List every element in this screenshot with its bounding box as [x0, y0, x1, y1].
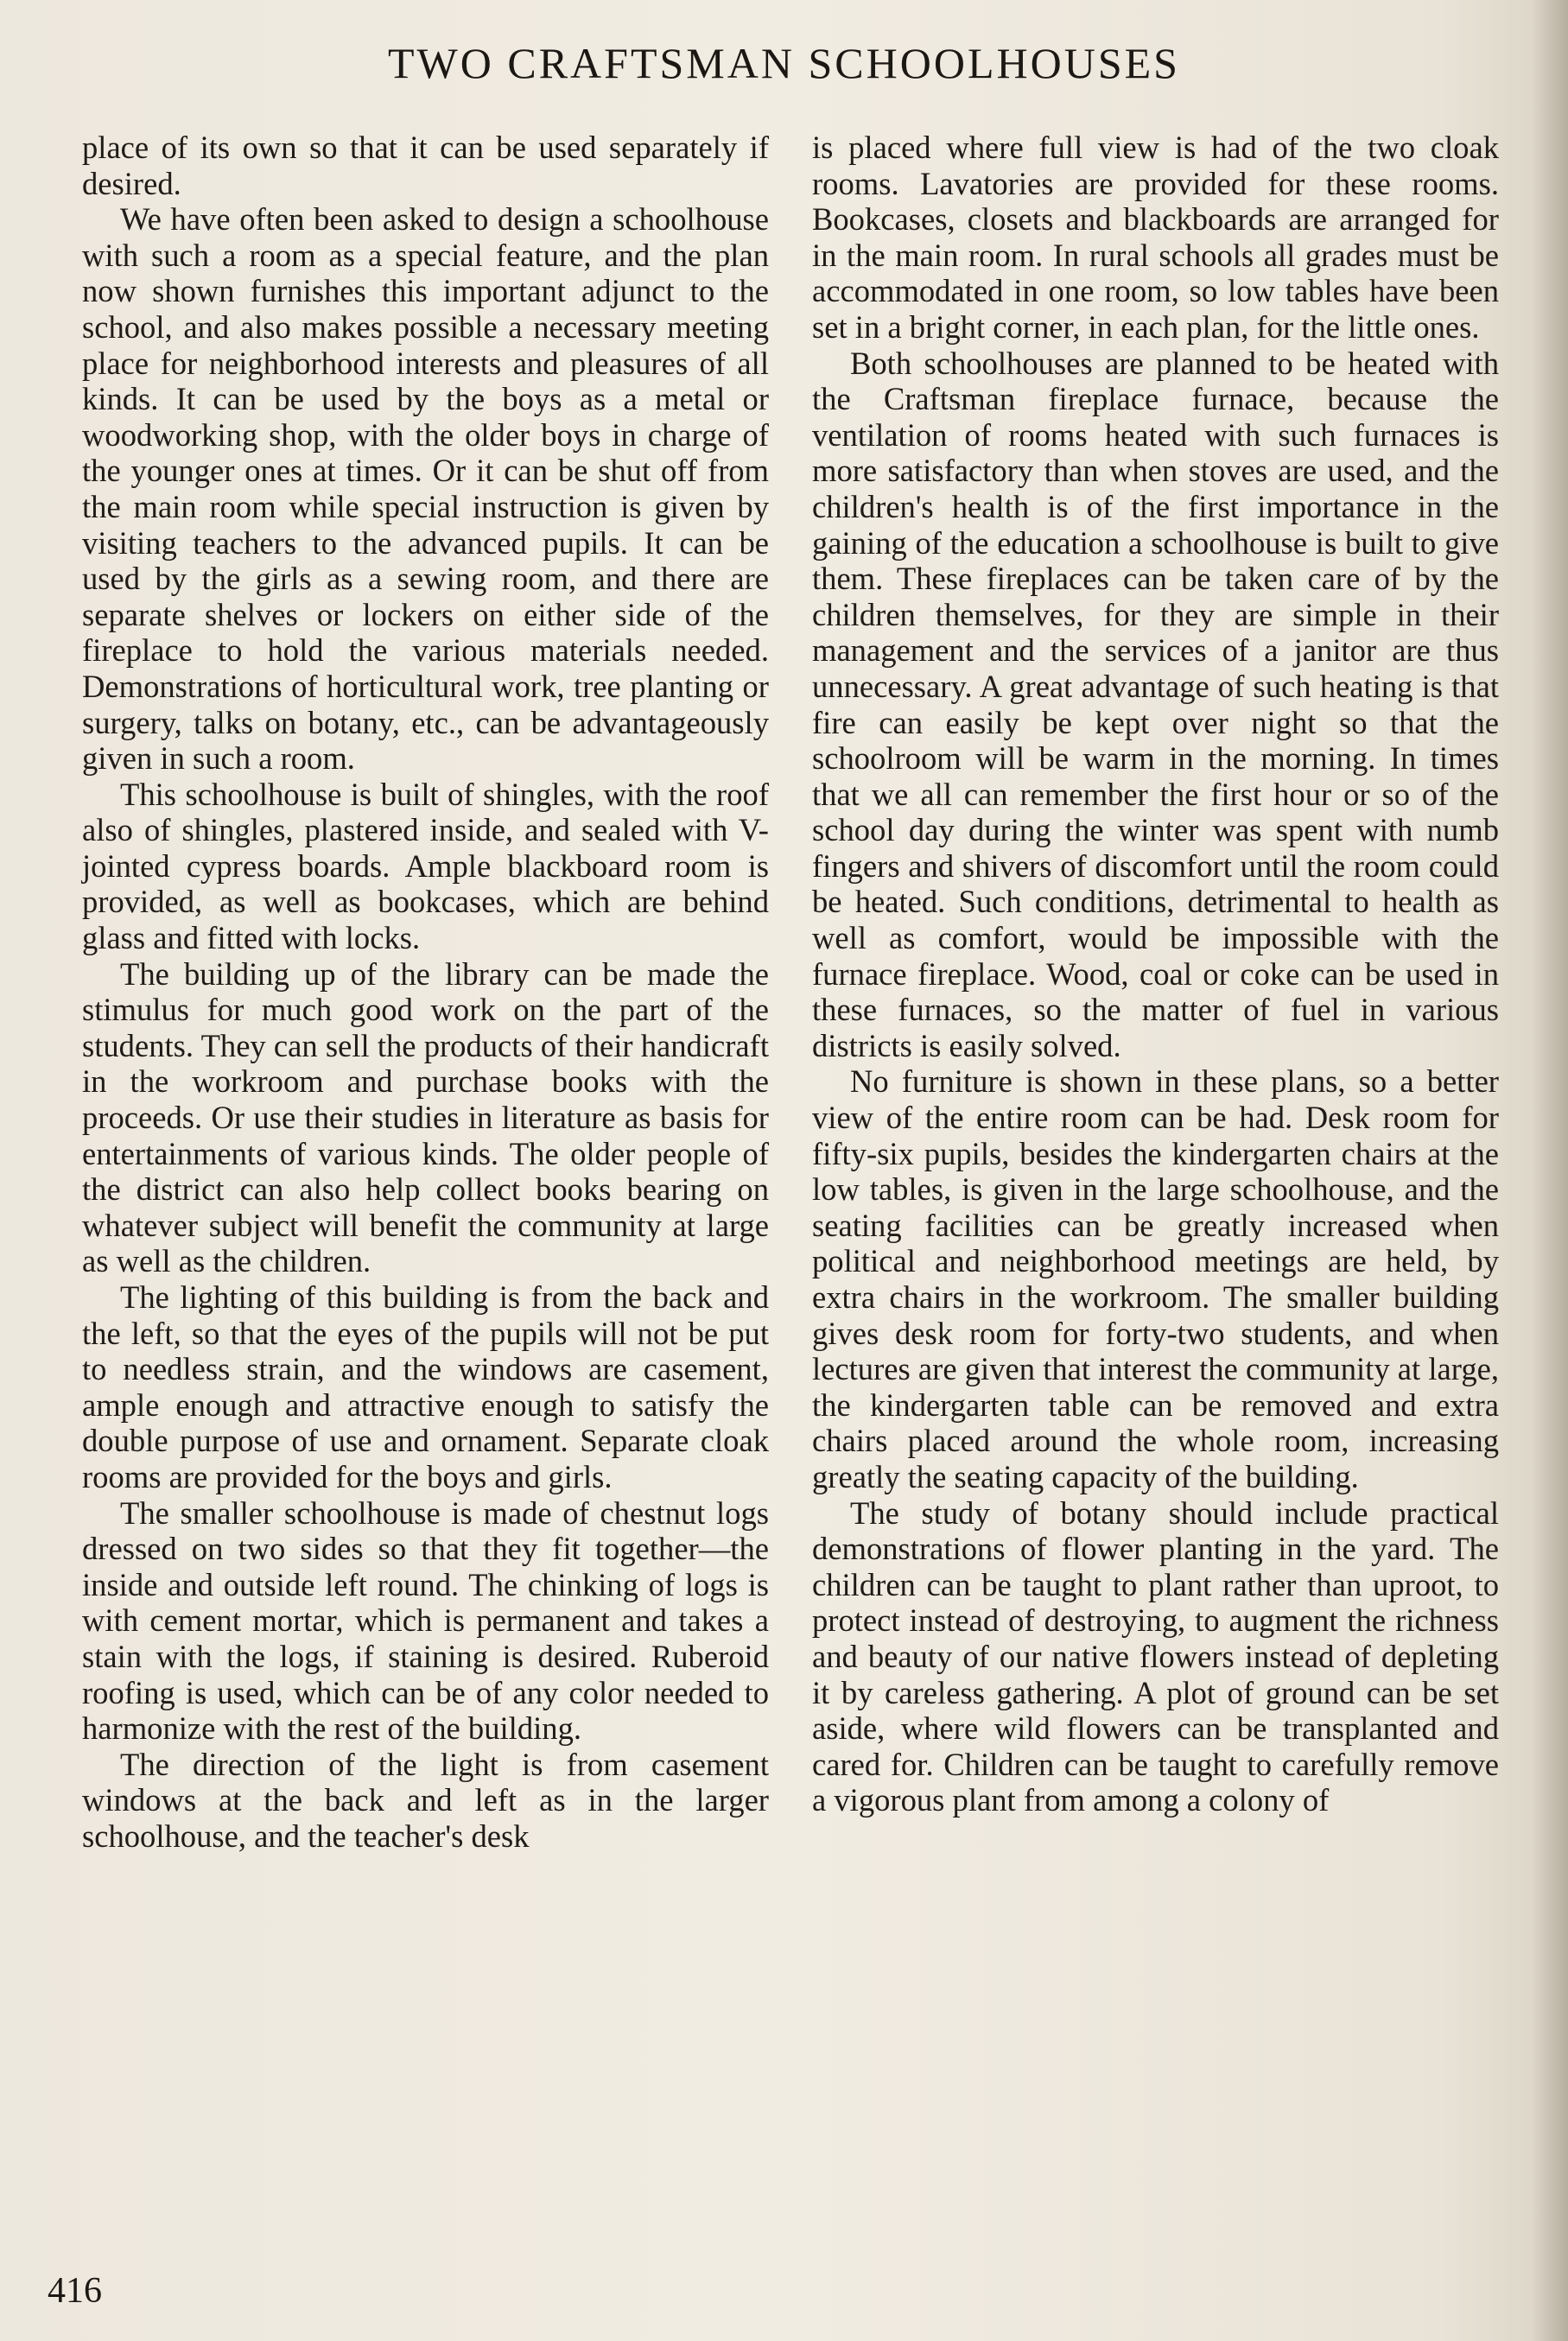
paragraph: The lighting of this building is from the back and the left, so that the eyes of the pupils will not be put to needless strain, and the windows are casement, ample enough and attractive enough to satisfy the double purpose of use and ornament. Separate cloak rooms are provided for the boys and girls.: [82, 1279, 769, 1494]
page-number: 416: [48, 2271, 102, 2311]
paragraph: Both schoolhouses are planned to be heated with the Craftsman fireplace furnace, because the ventilation of rooms heated with such furnaces is more satisfactory than when stoves are used, and the children's health is of the first importance in the gaining of the education a schoolhouse is built to give them. These fireplaces can be taken care of by the children themselves, for they are simple in their management and the services of a janitor are thus unnecessary. A great advantage of such heating is that fire can easily be kept over night so that the schoolroom will be warm in the morning. In times that we all can remember the first hour or so of the school day during the winter was spent with numb fingers and shivers of discomfort until the room could be heated. Such conditions, detrimental to health as well as comfort, would be impossible with the furnace fireplace. Wood, coal or coke can be used in these furnaces, so the matter of fuel in various districts is easily solved.: [812, 345, 1499, 1063]
running-head-title: TWO CRAFTSMAN SCHOOLHOUSES: [388, 39, 1180, 87]
paragraph: is placed where full view is had of the two cloak rooms. Lavatories are provided for these rooms. Bookcases, closets and blackboards are arranged for in the main room. In rural schools all grades must be accommodated in one room, so low tables have been set in a bright corner, in each plan, for the little ones.: [812, 130, 1499, 345]
paragraph: We have often been asked to design a schoolhouse with such a room as a special feature, and the plan now shown furnishes this important adjunct to the school, and also makes possible a necessary meeting place for neighborhood interests and pleasures of all kinds. It can be used by the boys as a metal or woodworking shop, with the older boys in charge of the younger ones at times. Or it can be shut off from the main room while special instruction is given by visiting teachers to the advanced pupils. It can be used by the girls as a sewing room, and there are separate shelves or lockers on either side of the fireplace to hold the various materials needed. Demonstrations of horticultural work, tree planting or surgery, talks on botany, etc., can be advantageously given in such a room.: [82, 201, 769, 777]
paragraph: The building up of the library can be made the stimulus for much good work on the part of the students. They can sell the products of their handicraft in the workroom and purchase books with the proceeds. Or use their studies in literature as basis for entertainments of various kinds. The older people of the district can also help collect books bearing on whatever subject will benefit the community at large as well as the children.: [82, 955, 769, 1279]
paragraph: The study of botany should include practical demonstrations of flower planting in the yard. The children can be taught to plant rather than uproot, to protect instead of destroying, to augment the richness and beauty of our native flowers instead of depleting it by careless gathering. A plot of ground can be set aside, where wild flowers can be transplanted and cared for. Children can be taught to carefully remove a vigorous plant from among a colony of: [812, 1494, 1499, 1818]
paragraph: This schoolhouse is built of shingles, with the roof also of shingles, plastered inside, and sealed with V-jointed cypress boards. Ample blackboard room is provided, as well as bookcases, which are behind glass and fitted with locks.: [82, 776, 769, 956]
page-edge-shadow: [1532, 0, 1568, 2341]
right-text-column: [812, 130, 1499, 2237]
left-text-column: [82, 130, 769, 2237]
paragraph: No furniture is shown in these plans, so a better view of the entire room can be had. Desk room for fifty-six pupils, besides the kindergarten chairs at the low tables, is given in the large schoolhouse, and the seating facilities can be greatly increased when political and neighborhood meetings are held, by extra chairs in the workroom. The smaller building gives desk room for forty-two students, and when lectures are given that interest the community at large, the kindergarten table can be removed and extra chairs placed around the whole room, increasing greatly the seating capacity of the building.: [812, 1063, 1499, 1494]
paragraph: place of its own so that it can be used separately if desired.: [82, 130, 769, 201]
paragraph: The smaller schoolhouse is made of chestnut logs dressed on two sides so that they fit together—the inside and outside left round. The chinking of logs is with cement mortar, which is permanent and takes a stain with the logs, if staining is desired. Ruberoid roofing is used, which can be of any color needed to harmonize with the rest of the building.: [82, 1494, 769, 1747]
paragraph: The direction of the light is from casement windows at the back and left as in the larger schoolhouse, and the teacher's desk: [82, 1746, 769, 1854]
